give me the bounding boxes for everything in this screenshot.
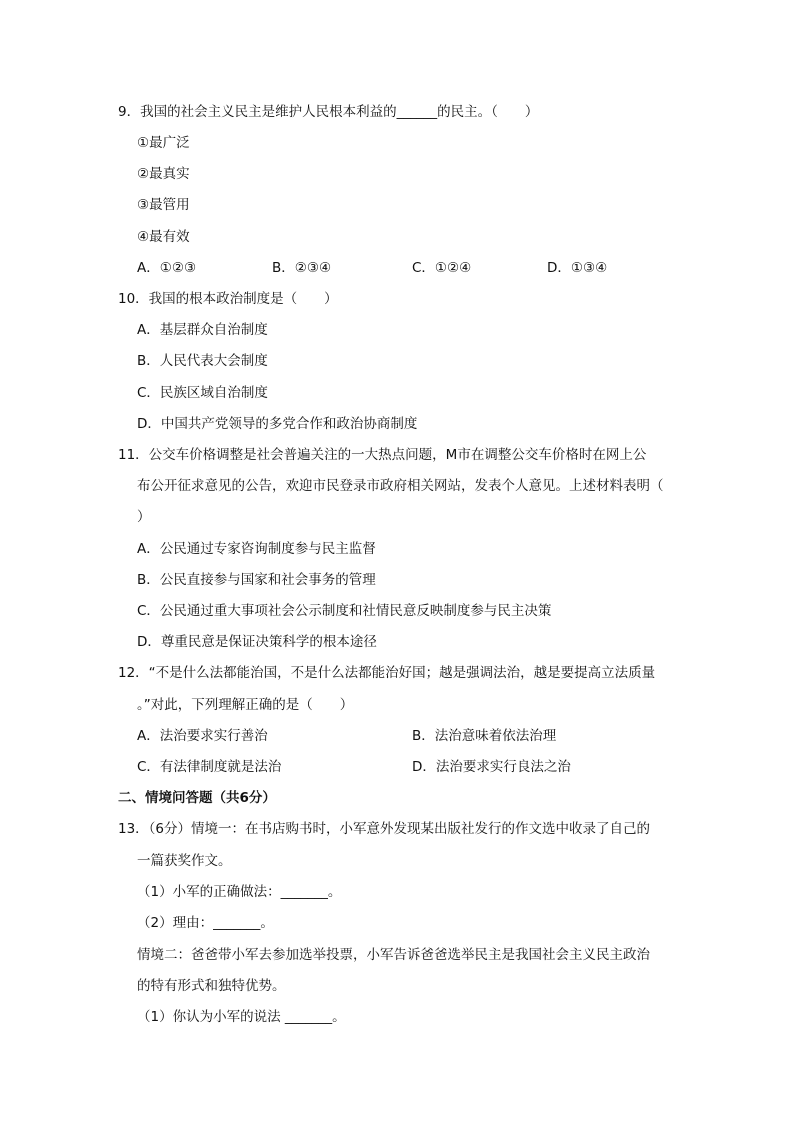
q9-item-4: ④最有效 — [137, 229, 190, 245]
q13-stem-line1: 13．（6分）情境一：在书店购书时，小军意外发现某出版社发行的作文选中收录了自己的 — [118, 821, 651, 837]
q9-stem: 9．我国的社会主义民主是维护人民根本利益的______的民主。（ ） — [118, 104, 539, 120]
q11-stem-line2: 布公开征求意见的公告，欢迎市民登录市政府相关网站，发表个人意见。上述材料表明（ — [137, 478, 664, 494]
q9-item-3: ③最管用 — [137, 197, 190, 213]
q11-option-a: A．公民通过专家咨询制度参与民主监督 — [137, 541, 376, 557]
q9-option-d: D．①③④ — [547, 260, 608, 276]
q9-item-2: ②最真实 — [137, 166, 190, 182]
q13-sub-question-2: （2）理由：_______。 — [137, 915, 274, 931]
q9-option-b: B．②③④ — [272, 260, 332, 276]
q10-option-b: B．人民代表大会制度 — [137, 353, 268, 369]
q10-option-c: C．民族区域自治制度 — [137, 385, 268, 401]
q10-option-a: A．基层群众自治制度 — [137, 322, 268, 338]
q11-stem-line1: 11．公交车价格调整是社会普遍关注的一大热点问题，M市在调整公交车价格时在网上公 — [118, 447, 647, 463]
q12-option-d: D．法治要求实行良法之治 — [412, 759, 571, 775]
q11-option-b: B．公民直接参与国家和社会事务的管理 — [137, 572, 376, 588]
q11-option-c: C．公民通过重大事项社会公示制度和社情民意反映制度参与民主决策 — [137, 603, 552, 619]
q13-stem-line2: 一篇获奖作文。 — [137, 853, 232, 869]
q10-stem: 10．我国的根本政治制度是（ ） — [118, 291, 338, 307]
q13-sub-question-1: （1）小军的正确做法：_______。 — [137, 884, 342, 900]
q12-stem-line2: 。”对此，下列理解正确的是（ ） — [137, 697, 354, 713]
q12-option-b: B．法治意味着依法治理 — [412, 728, 557, 744]
q11-option-d: D．尊重民意是保证决策科学的根本途径 — [137, 634, 377, 650]
q11-stem-line3: ） — [137, 509, 151, 525]
q12-option-a: A．法治要求实行善治 — [137, 728, 268, 744]
q13-scene2-line1: 情境二：爸爸带小军去参加选举投票，小军告诉爸爸选举民主是我国社会主义民主政治 — [137, 947, 650, 963]
section-heading: 二、情境问答题（共6分） — [118, 790, 276, 806]
q12-option-c: C．有法律制度就是法治 — [137, 759, 282, 775]
q13-sub-question-3: （1）你认为小军的说法 _______。 — [137, 1009, 346, 1025]
q10-option-d: D．中国共产党领导的多党合作和政治协商制度 — [137, 416, 418, 432]
q9-item-1: ①最广泛 — [137, 135, 190, 151]
q9-option-a: A．①②③ — [137, 260, 197, 276]
q9-option-c: C．①②④ — [412, 260, 472, 276]
q12-stem-line1: 12．“不是什么法都能治国，不是什么法都能治好国；越是强调法治，越是要提高立法质量 — [118, 665, 656, 681]
q13-scene2-line2: 的特有形式和独特优势。 — [137, 978, 286, 994]
